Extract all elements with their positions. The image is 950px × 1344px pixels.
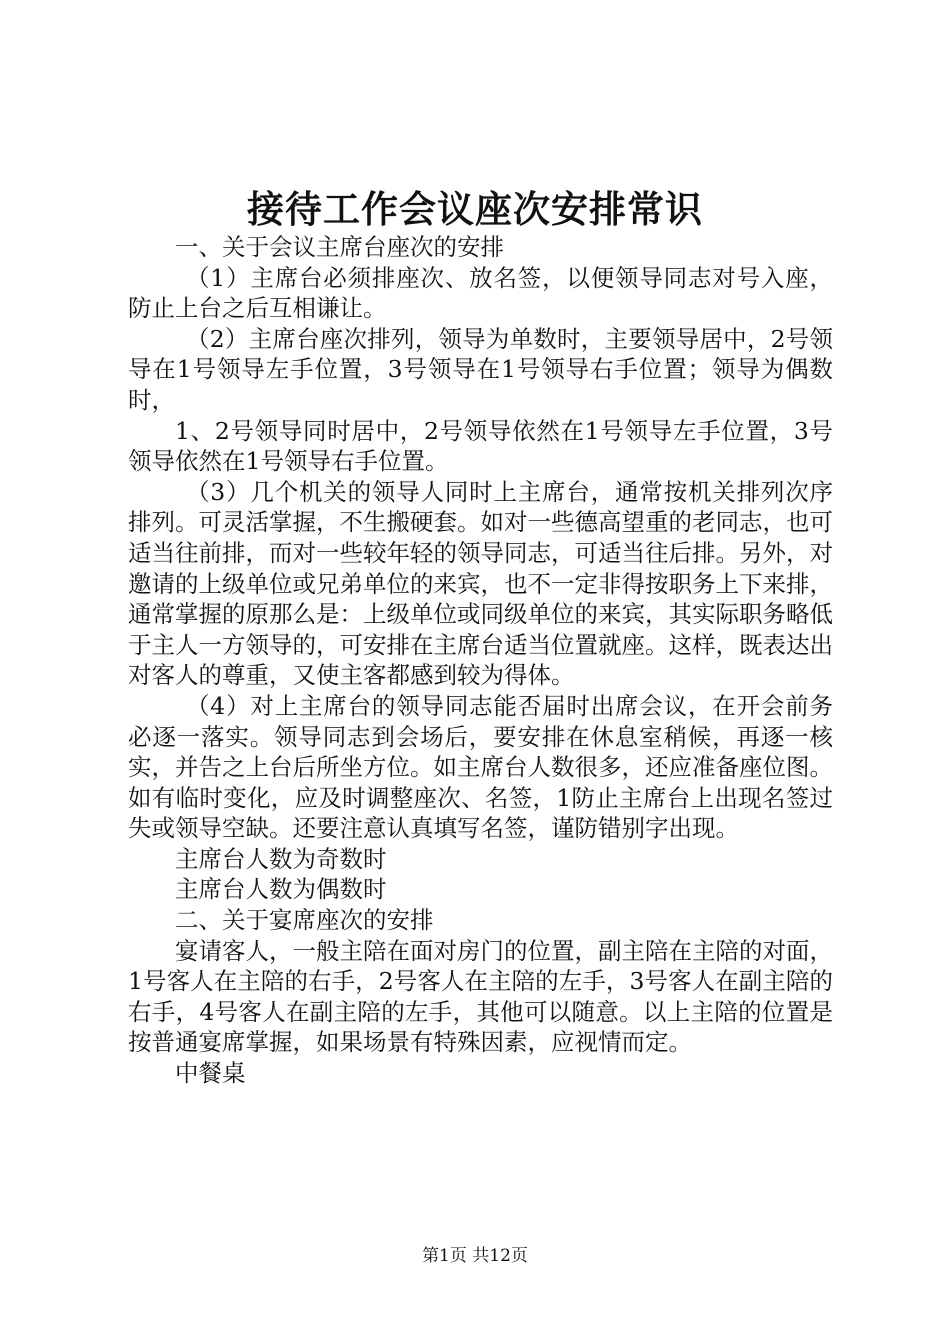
paragraph-item-2-continued: 1、2号领导同时居中，2号领导依然在1号领导左手位置，3号领导依然在1号领导右手位置。 [128,416,833,476]
section-heading-1: 一、关于会议主席台座次的安排 [175,233,504,261]
caption-even-seating: 主席台人数为偶数时 [175,875,387,904]
paragraph-item-4: （4）对上主席台的领导同志能否届时出席会议，在开会前务必逐一落实。领导同志到会场后，要安排在休息室稍候，再逐一核实，并告之上台后所坐方位。如主席台人数很多，还应准备座位图。如有临时变化，应及时调整座次、名签，1防止主席台上出现名签过失或领导空缺。还要注意认真填写名签，谨防错别字出现。 [128,691,833,843]
paragraph-item-3: （3）几个机关的领导人同时上主席台，通常按机关排列次序排列。可灵活掌握，不生搬硬套。如对一些德高望重的老同志，也可适当往前排，而对一些较年轻的领导同志，可适当往后排。另外，对邀请的上级单位或兄弟单位的来宾，也不一定非得按职务上下来排，通常掌握的原那么是：上级单位或同级单位的来宾，其实际职务略低于主人一方领导的，可安排在主席台适当位置就座。这样，既表达出对客人的尊重，又使主客都感到较为得体。 [128,477,833,690]
paragraph-banquet: 宴请客人，一般主陪在面对房门的位置，副主陪在主陪的对面，1号客人在主陪的右手，2号客人在主陪的左手，3号客人在副主陪的右手，4号客人在副主陪的左手，其他可以随意。以上主陪的位置是按普通宴席掌握，如果场景有特殊因素，应视情而定。 [128,936,833,1057]
section-heading-2: 二、关于宴席座次的安排 [175,906,434,935]
page-footer: 第1页 共12页 [422,1246,528,1266]
paragraph-item-2: （2）主席台座次排列，领导为单数时，主要领导居中，2号领导在1号领导左手位置，3号领导在1号领导右手位置；领导为偶数时， [128,324,833,414]
paragraph-item-1: （1）主席台必须排座次、放名签，以便领导同志对号入座，防止上台之后互相谦让。 [128,263,833,323]
caption-chinese-table: 中餐桌 [175,1059,246,1088]
document-body [128,232,833,1089]
caption-odd-seating: 主席台人数为奇数时 [175,844,387,873]
document-title: 接待工作会议座次安排常识 [247,187,703,231]
